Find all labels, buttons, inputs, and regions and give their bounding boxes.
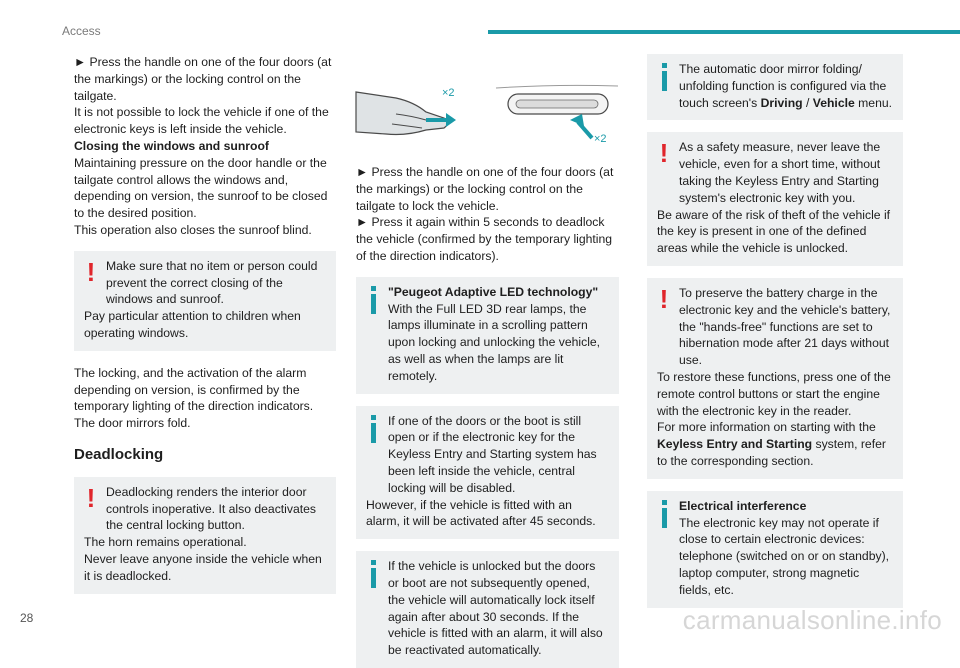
warning-text: Make sure that no item or person could prevent the correct closing of the windows and sunroof. — [106, 258, 318, 307]
door-handle-illustration — [356, 70, 619, 150]
warning-text: The horn remains operational. — [84, 535, 247, 550]
info-box — [356, 277, 619, 394]
info-text: With the Full LED 3D rear lamps, the lamps illuminate in a scrolling pattern upon locking and unlocking the vehicle, as well as when the lamps are lit remotely. — [388, 301, 601, 383]
warning-icon: ! — [659, 138, 669, 169]
warning-text: Deadlocking renders the interior door controls inoperative. It also deactivates the central locking button. — [106, 484, 317, 533]
warning-text: Never leave anyone inside the vehicle when it is deadlocked. — [84, 551, 322, 583]
warning-box — [647, 278, 903, 479]
warning-icon: ! — [86, 256, 96, 287]
warning-text: Pay particular attention to children when operating windows. — [84, 309, 301, 340]
paragraph: Maintaining pressure on the door handle or the tailgate control allows the windows and, depending on version, the sunroof to be closed to the desired position. — [74, 155, 328, 221]
page-number: 28 — [20, 611, 34, 625]
press-count-right: ×2 — [594, 133, 607, 145]
system-name: Keyless Entry and Starting — [657, 437, 813, 452]
info-text: However, if the vehicle is fitted with an alarm, it will be activated after 45 seconds. — [366, 497, 596, 529]
info-title: "Peugeot Adaptive LED technology" — [388, 284, 599, 299]
warning-icon: ! — [86, 482, 96, 513]
info-title: Electrical interference — [679, 498, 807, 513]
warning-text: Be aware of the risk of theft of the vehicle if the key is present in one of the defined areas while the vehicle is unlocked. — [657, 207, 891, 256]
menu-name-vehicle: Vehicle — [812, 95, 855, 110]
info-icon — [366, 285, 380, 315]
column-2 — [356, 54, 619, 668]
warning-text: To restore these functions, press one of the remote control buttons or start the engine with the electronic key in the reader. — [657, 369, 891, 418]
info-box — [356, 551, 619, 668]
warning-box — [647, 132, 903, 266]
paragraph: It is not possible to lock the vehicle if one of the electronic keys is left inside the vehicle. — [74, 105, 329, 137]
info-text: The electronic key may not operate if close to certain electronic devices: telephone (switched on or on standby), laptop computer, strong magnetic fields, etc. — [679, 515, 890, 597]
warning-text-part: For more information on starting with the — [657, 420, 876, 435]
column-3 — [647, 54, 903, 608]
paragraph: The door mirrors fold. — [74, 416, 191, 431]
info-text — [657, 61, 893, 111]
info-text: If the vehicle is unlocked but the doors or boot are not subsequently opened, the vehicle will automatically lock itself again after about 30 seconds. If the vehicle is fitted with an alarm, it will also be reactivated automatically. — [388, 559, 603, 658]
column-1 — [74, 54, 336, 594]
info-box — [647, 491, 903, 608]
paragraph: ► Press it again within 5 seconds to deadlock the vehicle (confirmed by the temporary lighting of the direction indicators). — [356, 215, 613, 263]
subheading-windows: Closing the windows and sunroof — [74, 138, 269, 153]
paragraph: ► Press the handle on one of the four doors (at the markings) or the locking control on the tailgate to lock the vehicle. — [356, 165, 614, 213]
paragraph: The locking, and the activation of the alarm depending on version, is confirmed by the temporary lighting of the direction indicators. — [74, 365, 314, 414]
warning-text: To preserve the battery charge in the electronic key and the vehicle's battery, the "hands-free" functions are set to hibernation mode after 21 days without use. — [679, 285, 891, 368]
paragraph: ► Press the handle on one of the four doors (at the markings) or the locking control on the tailgate. — [74, 55, 332, 103]
watermark: carmanualsonline.info — [682, 605, 942, 635]
paragraph: This operation also closes the sunroof blind. — [74, 222, 312, 237]
menu-name-driving: Driving — [760, 95, 803, 110]
info-text-part: The automatic door mirror folding/ unfolding function is configured via the touch screen's — [679, 62, 887, 110]
warning-text: As a safety measure, never leave the vehicle, even for a short time, without taking the Keyless Entry and Starting system's electronic key with you. — [679, 140, 881, 205]
press-count-left: ×2 — [442, 87, 455, 99]
info-box — [647, 54, 903, 120]
info-icon — [657, 499, 671, 529]
heading-deadlocking: Deadlocking — [74, 445, 164, 463]
warning-box — [74, 477, 336, 594]
info-icon — [366, 559, 380, 589]
info-icon — [657, 62, 671, 92]
warning-text — [657, 419, 893, 469]
info-icon — [366, 414, 380, 444]
warning-icon: ! — [659, 283, 669, 314]
section-title: Access — [62, 24, 101, 38]
info-box — [356, 406, 619, 540]
info-text: If one of the doors or the boot is still open or if the electronic key for the Keyless Entry and Starting system has been left inside the vehicle, central locking will be disabled. — [388, 413, 597, 495]
menu-separator: / — [802, 95, 813, 110]
warning-box — [74, 251, 336, 351]
warning-text-part: system, refer to the corresponding section. — [657, 437, 886, 468]
info-text-part: menu. — [854, 95, 893, 110]
header-accent-bar — [488, 30, 960, 34]
